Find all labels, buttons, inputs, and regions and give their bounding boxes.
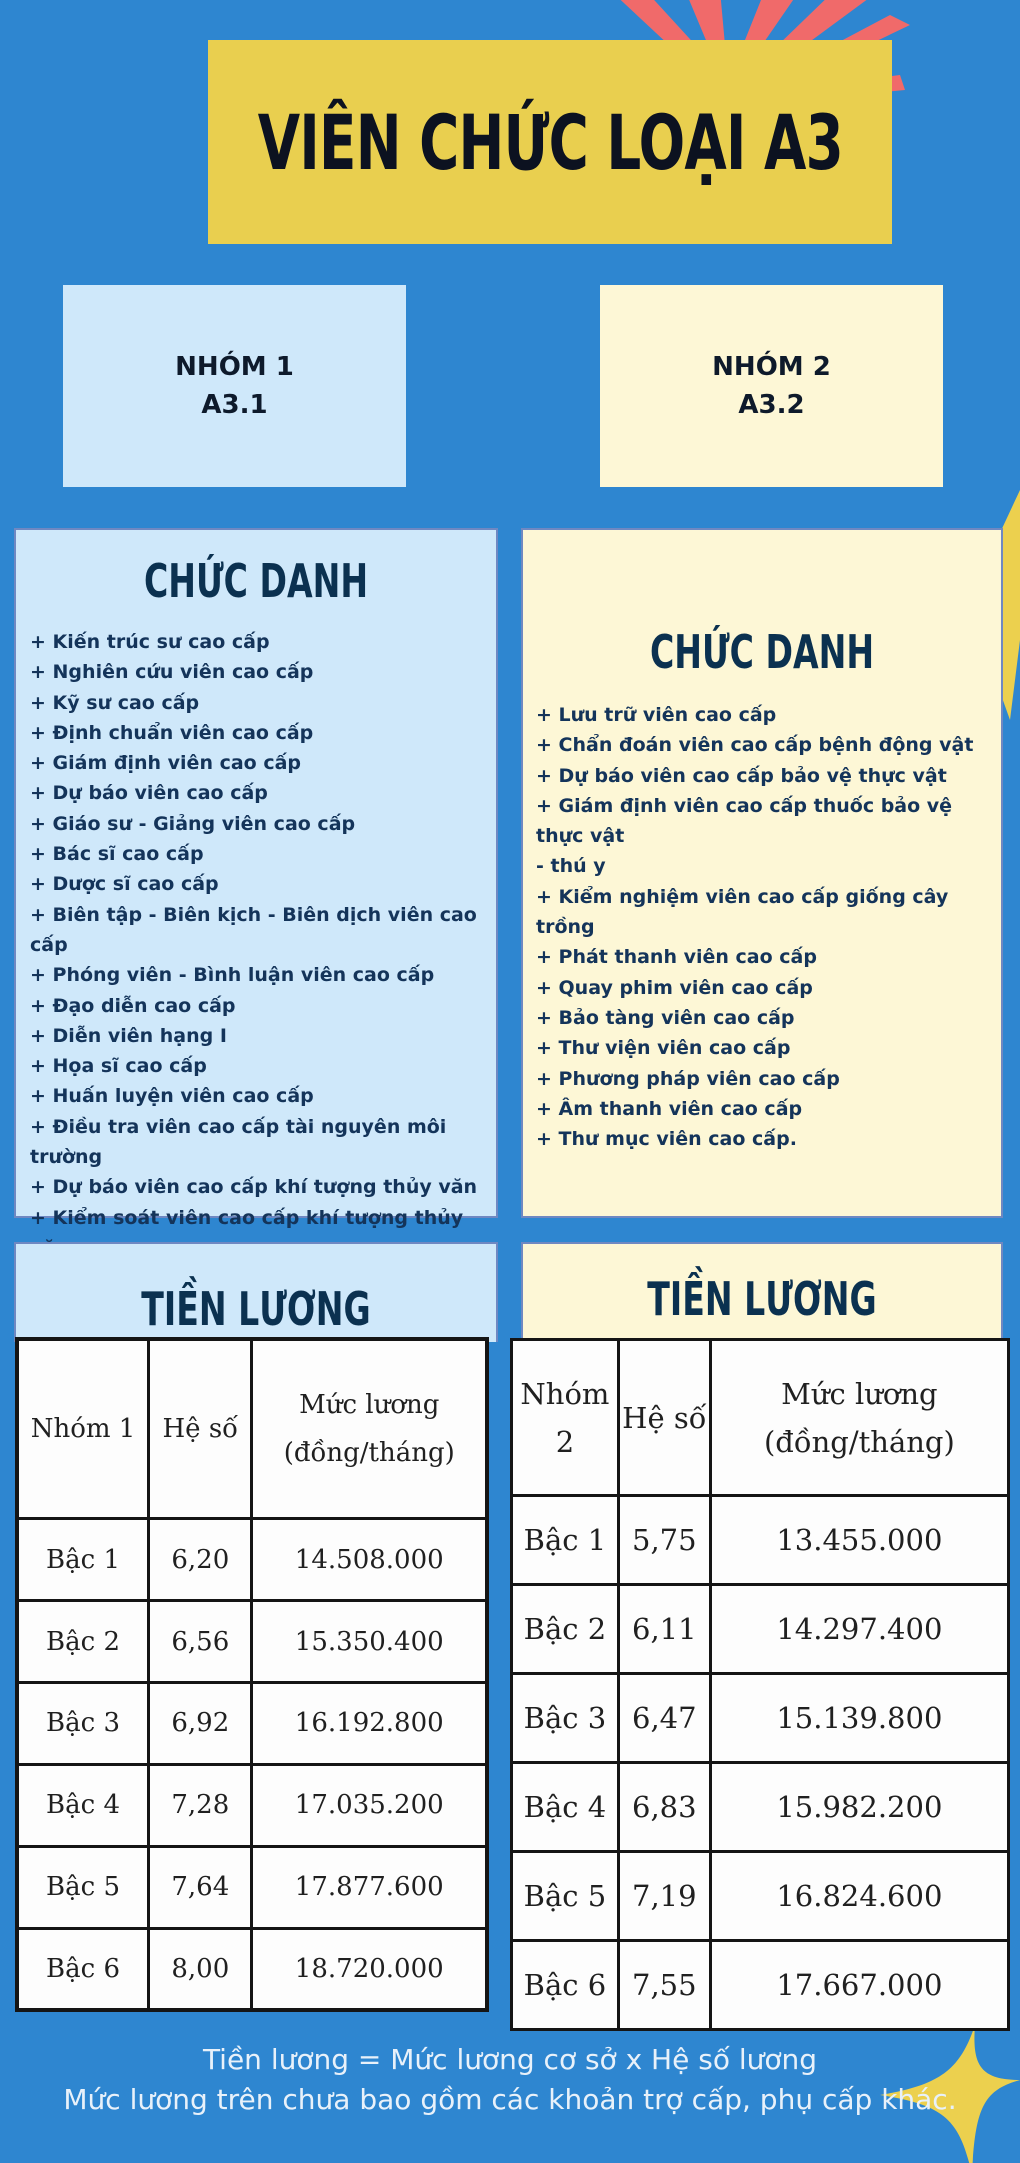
group2-name: NHÓM 2: [712, 352, 831, 382]
list-item: + Kiểm nghiệm viên cao cấp giống cây trồng: [536, 885, 949, 939]
table-cell: 15.139.800: [710, 1674, 1008, 1763]
table-cell: 7,19: [618, 1852, 710, 1941]
table-header: [252, 1339, 487, 1519]
table-row: [512, 1941, 1009, 2030]
table-cell: 6,11: [618, 1585, 710, 1674]
list-item: + Kiến trúc sư cao cấp: [30, 631, 270, 653]
group2-code: A3.2: [738, 390, 805, 420]
list-item: - thú y: [536, 855, 606, 878]
table-cell: 18.720.000: [252, 1928, 487, 2010]
table-cell: 6,47: [618, 1674, 710, 1763]
group1-label-box: [63, 285, 406, 487]
salary-header-line2: (đồng/tháng): [283, 1438, 455, 1469]
table-cell: Bậc 1: [512, 1496, 619, 1585]
page-title: VIÊN CHỨC LOẠI A3: [257, 97, 843, 187]
list-item: + Dự báo viên cao cấp: [30, 782, 268, 805]
table-row: [512, 1852, 1009, 1941]
list-item: + Dược sĩ cao cấp: [30, 873, 219, 896]
list-item: + Bảo tàng viên cao cấp: [536, 1006, 795, 1029]
group1-salary-heading: TIỀN LƯƠNG: [141, 1282, 371, 1336]
list-item: + Họa sĩ cao cấp: [30, 1055, 207, 1078]
group2-positions-list: [536, 700, 1001, 1154]
table-row: [17, 1519, 487, 1601]
table-cell: 15.350.400: [252, 1601, 487, 1683]
list-item: + Định chuẩn viên cao cấp: [30, 721, 314, 744]
table-header-row: [17, 1339, 487, 1519]
group1-salary-table: [15, 1337, 489, 2012]
list-item: + Điều tra viên cao cấp tài nguyên môi trường: [30, 1115, 447, 1169]
table-cell: 14.508.000: [252, 1519, 487, 1601]
list-item: + Kiểm soát viên cao cấp khí tượng thủy: [30, 1206, 464, 1229]
list-item: + Phát thanh viên cao cấp: [536, 946, 817, 969]
table-cell: 17.877.600: [252, 1846, 487, 1928]
table-header: Nhóm 1: [17, 1339, 149, 1519]
group2-salary-heading: TIỀN LƯƠNG: [647, 1272, 877, 1326]
list-item: + Bác sĩ cao cấp: [30, 843, 204, 866]
table-cell: 6,92: [149, 1683, 252, 1765]
group2-label-box: [600, 285, 943, 487]
list-item: + Quay phim viên cao cấp: [536, 976, 813, 999]
list-item: + Kỹ sư cao cấp: [30, 691, 200, 714]
table-cell: Bậc 2: [17, 1601, 149, 1683]
table-row: [17, 1928, 487, 2010]
list-item: + Phóng viên - Bình luận viên cao cấp: [30, 964, 435, 987]
group2-salary-table: [510, 1338, 1010, 2031]
table-row: [17, 1601, 487, 1683]
table-cell: Bậc 4: [512, 1763, 619, 1852]
list-item: + Dự báo viên cao cấp bảo vệ thực vật: [536, 764, 947, 787]
list-item: + Giám định viên cao cấp: [30, 752, 302, 775]
list-item: + Nghiên cứu viên cao cấp: [30, 661, 314, 684]
salary-header-line1: Mức lương: [781, 1376, 938, 1411]
list-item: + Huấn luyện viên cao cấp: [30, 1085, 314, 1108]
table-cell: 17.667.000: [710, 1941, 1008, 2030]
table-header: [710, 1340, 1008, 1496]
table-header-row: [512, 1340, 1009, 1496]
list-item: + Lưu trữ viên cao cấp: [536, 704, 777, 726]
list-item: + Giáo sư - Giảng viên cao cấp: [30, 812, 356, 835]
table-row: [17, 1683, 487, 1765]
table-cell: 6,56: [149, 1601, 252, 1683]
table-cell: 14.297.400: [710, 1585, 1008, 1674]
list-item: + Thư mục viên cao cấp.: [536, 1128, 797, 1151]
table-cell: Bậc 2: [512, 1585, 619, 1674]
list-item: + Đạo diễn cao cấp: [30, 994, 236, 1017]
table-cell: 15.982.200: [710, 1763, 1008, 1852]
group1-positions-panel: [14, 528, 498, 1229]
table-cell: 16.192.800: [252, 1683, 487, 1765]
list-item: + Biên tập - Biên kịch - Biên dịch viên cao cấp: [30, 903, 477, 956]
table-cell: 5,75: [618, 1496, 710, 1585]
table-cell: Bậc 5: [512, 1852, 619, 1941]
group1-positions-heading: CHỨC DANH: [143, 554, 369, 608]
table-row: [512, 1585, 1009, 1674]
salary-formula-text: Tiền lương = Mức lương cơ sở x Hệ số lương: [202, 2043, 818, 2076]
group2-positions-heading: CHỨC DANH: [649, 625, 875, 679]
table-row: [512, 1496, 1009, 1585]
table-cell: 16.824.600: [710, 1852, 1008, 1941]
list-item: + Giám định viên cao cấp thuốc bảo vệ thực vật: [536, 794, 953, 848]
table-row: [512, 1674, 1009, 1763]
table-cell: 7,64: [149, 1846, 252, 1928]
list-item: + Âm thanh viên cao cấp: [536, 1097, 803, 1120]
list-item: + Dự báo viên cao cấp khí tượng thủy văn: [30, 1176, 478, 1199]
list-item: + Chẩn đoán viên cao cấp bệnh động vật: [536, 734, 974, 757]
list-item: + Phương pháp viên cao cấp: [536, 1067, 840, 1090]
table-cell: Bậc 1: [17, 1519, 149, 1601]
table-cell: 7,55: [618, 1941, 710, 2030]
table-row: [512, 1763, 1009, 1852]
table-cell: 6,20: [149, 1519, 252, 1601]
table-cell: Bậc 3: [512, 1674, 619, 1763]
table-cell: 6,83: [618, 1763, 710, 1852]
table-header: Hệ số: [618, 1340, 710, 1496]
list-item: + Diễn viên hạng I: [30, 1024, 227, 1047]
table-header: Nhóm 2: [512, 1340, 619, 1496]
list-item: + Thư viện viên cao cấp: [536, 1037, 791, 1060]
table-cell: Bậc 6: [17, 1928, 149, 2010]
table-cell: 17.035.200: [252, 1764, 487, 1846]
title-banner: [208, 40, 892, 244]
table-cell: 7,28: [149, 1764, 252, 1846]
salary-header-line2: (đồng/tháng): [763, 1424, 955, 1459]
group1-name: NHÓM 1: [175, 352, 294, 382]
table-cell: 8,00: [149, 1928, 252, 2010]
table-cell: Bậc 3: [17, 1683, 149, 1765]
group1-code: A3.1: [201, 390, 268, 420]
table-row: [17, 1846, 487, 1928]
table-cell: 13.455.000: [710, 1496, 1008, 1585]
salary-note-text: Mức lương trên chưa bao gồm các khoản trợ cấp, phụ cấp khác.: [63, 2083, 957, 2116]
group2-positions-panel: [521, 528, 1003, 1218]
group1-positions-list: [30, 627, 490, 1263]
table-header: Hệ số: [149, 1339, 252, 1519]
table-row: [17, 1764, 487, 1846]
table-cell: Bậc 6: [512, 1941, 619, 2030]
table-cell: Bậc 4: [17, 1764, 149, 1846]
table-cell: Bậc 5: [17, 1846, 149, 1928]
salary-header-line1: Mức lương: [299, 1390, 440, 1421]
